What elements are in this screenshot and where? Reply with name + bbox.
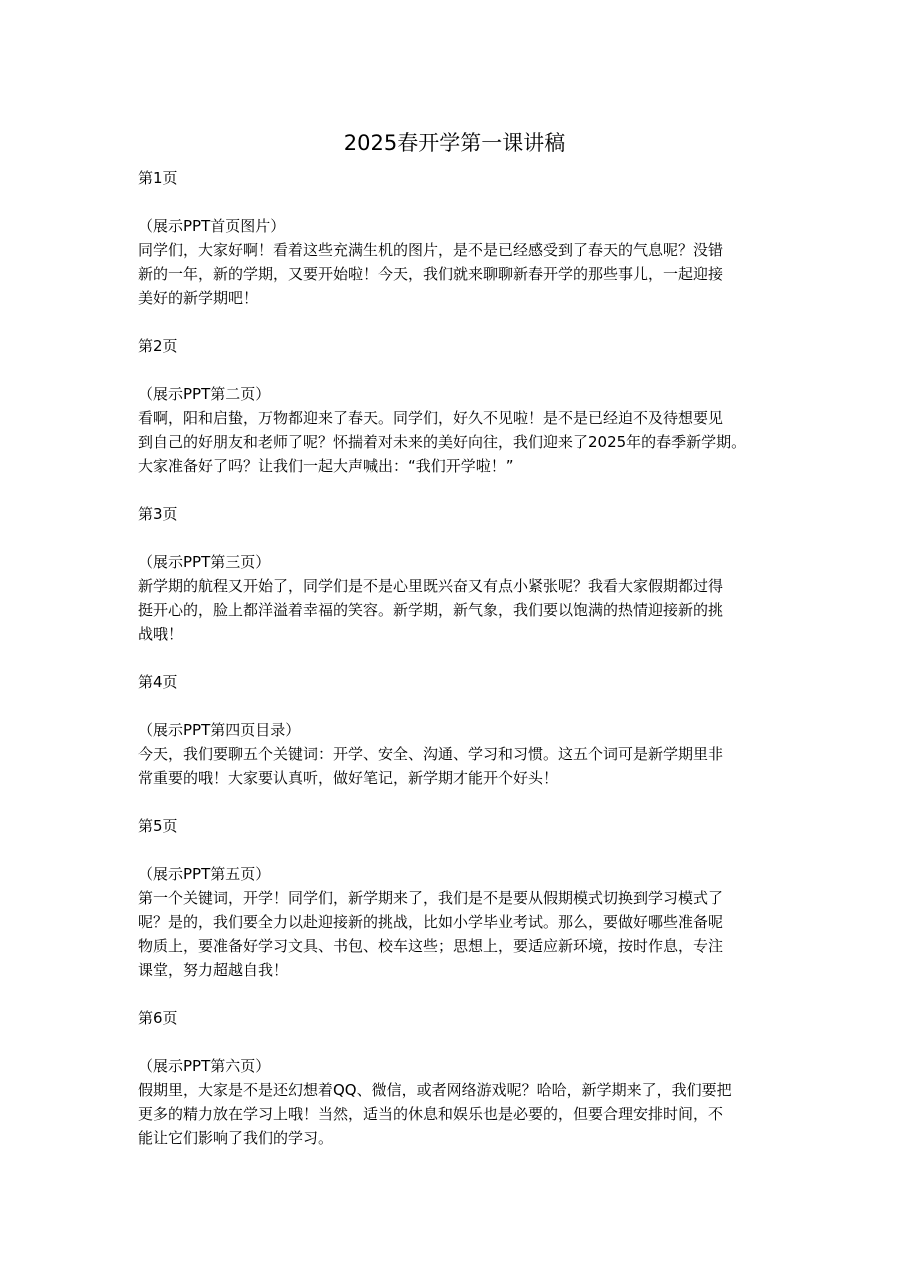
section-page-2 [138, 334, 778, 478]
paragraph [138, 1078, 778, 1150]
page-label: 第6页 [138, 1009, 178, 1027]
paragraph-line: 挺开心的，脸上都洋溢着幸福的笑容。新学期，新气象，我们要以饱满的热情迎接新的挑 [138, 601, 724, 619]
paragraph-line: 假期里，大家是不是还幻想着QQ、微信，或者网络游戏呢？哈哈，新学期来了，我们要把 [138, 1081, 732, 1099]
paragraph [138, 574, 778, 646]
paragraph [138, 406, 778, 478]
paragraph-line: 更多的精力放在学习上哦！当然，适当的休息和娱乐也是必要的，但要合理安排时间，不 [138, 1105, 724, 1123]
paragraph-line: 常重要的哦！大家要认真听，做好笔记，新学期才能开个好头！ [138, 769, 559, 787]
slide-note: （展示PPT第二页） [138, 385, 271, 403]
paragraph [138, 742, 778, 790]
page-label: 第3页 [138, 505, 178, 523]
page-label: 第5页 [138, 817, 178, 835]
paragraph-line: 战哦！ [138, 625, 184, 643]
slide-note: （展示PPT首页图片） [138, 217, 286, 235]
page-label: 第2页 [138, 337, 178, 355]
section-page-4 [138, 670, 778, 790]
paragraph-line: 呢？是的，我们要全力以赴迎接新的挑战，比如小学毕业考试。那么，要做好哪些准备呢 [138, 913, 724, 931]
paragraph-line: 新的一年，新的学期，又要开始啦！今天，我们就来聊聊新春开学的那些事儿，一起迎接 [138, 265, 724, 283]
section-page-3 [138, 502, 778, 646]
paragraph-line: 新学期的航程又开始了，同学们是不是心里既兴奋又有点小紧张呢？我看大家假期都过得 [138, 577, 724, 595]
paragraph-line: 课堂，努力超越自我！ [138, 961, 289, 979]
slide-note: （展示PPT第三页） [138, 553, 271, 571]
paragraph-line: 大家准备好了吗？让我们一起大声喊出：“我们开学啦！” [138, 457, 514, 475]
paragraph-line: 能让它们影响了我们的学习。 [138, 1129, 334, 1147]
paragraph-line: 美好的新学期吧！ [138, 289, 259, 307]
paragraph-line: 物质上，要准备好学习文具、书包、校车这些；思想上，要适应新环境，按时作息，专注 [138, 937, 724, 955]
paragraph-line: 今天，我们要聊五个关键词：开学、安全、沟通、学习和习惯。这五个词可是新学期里非 [138, 745, 724, 763]
slide-note: （展示PPT第五页） [138, 865, 271, 883]
paragraph-line: 到自己的好朋友和老师了呢？怀揣着对未来的美好向往，我们迎来了2025年的春季新学期。 [138, 433, 747, 451]
slide-note: （展示PPT第六页） [138, 1057, 271, 1075]
page-label: 第4页 [138, 673, 178, 691]
paragraph-line: 同学们，大家好啊！看着这些充满生机的图片，是不是已经感受到了春天的气息呢？没错 [138, 241, 724, 259]
section-page-6 [138, 1006, 778, 1150]
document-body [138, 166, 778, 1174]
paragraph-line: 第一个关键词，开学！同学们，新学期来了，我们是不是要从假期模式切换到学习模式了 [138, 889, 724, 907]
page-label: 第1页 [138, 169, 178, 187]
slide-note: （展示PPT第四页目录） [138, 721, 301, 739]
document-title: 2025春开学第一课讲稿 [343, 131, 566, 155]
paragraph-line: 看啊，阳和启蛰，万物都迎来了春天。同学们，好久不见啦！是不是已经迫不及待想要见 [138, 409, 724, 427]
paragraph [138, 886, 778, 982]
section-page-5 [138, 814, 778, 982]
paragraph [138, 238, 778, 310]
section-page-1 [138, 166, 778, 310]
